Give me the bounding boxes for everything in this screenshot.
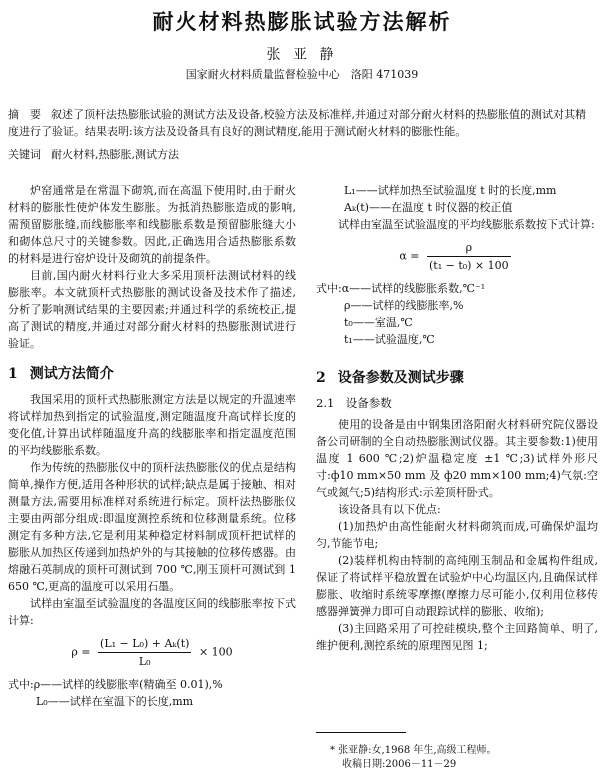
footnote (330, 744, 600, 772)
eq2-lhs: α = (399, 249, 420, 263)
abstract-text: 叙述了顶杆法热膨胀试验的测试方法及设备,校验方法及标准样,并通过对部分耐火材料的热膨胀值的测试对其精度进行了验证。结果表明:该方法及设备具有良好的测试精度,能用于测试耐火材料的膨胀性能。 (8, 108, 586, 138)
footnote-divider (316, 732, 406, 733)
section-1-number: 1 (8, 366, 18, 382)
abstract-label: 摘 要 (8, 108, 41, 121)
eq2-numerator: ρ (427, 239, 511, 257)
advantage-1: (1)加热炉由高性能耐火材料砌筑而成,可确保炉温均匀,节能节电; (316, 520, 598, 550)
advantage-3: (3)主回路采用了可控硅模块,整个主回路简单、明了,维护便利,测控系统的原理图见图 1; (316, 622, 598, 652)
eq1-fraction (98, 635, 191, 670)
author-name: 张 亚 静 (266, 47, 338, 63)
advantage-2: (2)装样机构由特制的高纯刚玉制品和金属构件组成,保证了将试样平稳放置在试验炉中心均温区内,且确保试样膨胀、收缩时系统零摩擦(摩擦力尽可能小,仅利用位移传感器弹簧弹力即可自动跟踪试样的膨胀、收缩); (316, 554, 598, 618)
eq1-tail: × 100 (198, 645, 233, 659)
section-2-number: 2 (316, 370, 326, 386)
section-2-paragraph-1: 使用的设备是由中钢集团洛阳耐火材料研究院仪器设备公司研制的全自动热膨胀测试仪器。其主要参数:1)使用温度 1 600 ℃;2)炉温稳定度 ±1 ℃;3)试样外形尺寸:ф10 mm×50 mm 及 ф20 mm×100 mm;4)气氛:空气或氮气;5)结构形式:示差顶杆卧式。 (316, 418, 598, 499)
left-column (8, 182, 296, 710)
eq1-denominator: L₀ (138, 655, 151, 668)
definition-alpha: 式中:α——试样的线膨胀系数,℃⁻¹ (316, 282, 486, 295)
definition-t1: t₁——试验温度,℃ (344, 333, 435, 346)
paper-title: 耐火材料热膨胀试验方法解析 (152, 9, 452, 34)
intro-paragraph-1: 炉窑通常是在常温下砌筑,而在高温下使用时,由于耐火材料的膨胀性使炉体发生膨胀。为抵消热膨胀造成的影响,需预留膨胀缝,而线膨胀率和线膨胀系数是预留膨胀缝大小和砌体总尺寸的关键参数。因此,正确选用合适热膨胀系数的材料是进行窑炉设计及砌筑的前提条件。 (8, 184, 296, 265)
definition-rho-2: ρ——试样的线膨胀率,% (344, 299, 464, 312)
keywords (8, 146, 596, 162)
section-1-paragraph-1: 我国采用的顶杆式热膨胀测定方法是以规定的升温速率将试样加热到指定的试验温度,测定随温度升高试样长度的变化值,计算出试样随温度升高的线膨胀率和指定温度范围的平均线膨胀系数。 (8, 393, 296, 457)
abstract (8, 106, 596, 140)
section-2-title: 设备参数及测试步骤 (337, 370, 464, 386)
keywords-text: 耐火材料,热膨胀,测试方法 (51, 148, 179, 161)
right-column (316, 182, 598, 654)
eq2-denominator: (t₁ − t₀) × 100 (428, 259, 509, 272)
affiliation: 国家耐火材料质量监督检验中心 洛阳 471039 (185, 68, 419, 81)
section-1-paragraph-4: 试样由室温至试验温度的平均线膨胀系数按下式计算: (338, 218, 595, 231)
definition-L0: L₀——试样在室温下的长度,mm (36, 695, 194, 708)
definition-L1: L₁——试样加热至试验温度 t 时的长度,mm (344, 184, 557, 197)
footnote-author: * 张亚静:女,1968 年生,高级工程师。 (330, 745, 497, 756)
section-1-title: 测试方法简介 (29, 366, 114, 382)
eq1-lhs: ρ = (71, 645, 91, 659)
intro-paragraph-2: 目前,国内耐火材料行业大多采用顶杆法测试材料的线膨胀率。本文就顶杆式热膨胀的测试设备及技术作了描述,分析了影响测试结果的主要因素;并通过科学的系统校正,提高了测试的精度,并通过对部分耐火材料的热膨胀测试进行验证。 (8, 269, 296, 350)
keywords-label: 关键词 (8, 148, 41, 161)
definition-rho: 式中:ρ——试样的线膨胀率(精确至 0.01),% (8, 678, 223, 691)
definition-Ak: Aₖ(t)——在温度 t 时仪器的校正值 (344, 201, 513, 214)
equation-expansion-coefficient (316, 239, 598, 274)
equation-linear-expansion (8, 635, 296, 670)
footnote-received-date: 收稿日期:2006－11－29 (342, 759, 457, 770)
eq1-numerator: (L₁ − L₀) + Aₖ(t) (98, 635, 191, 653)
section-2-paragraph-2: 该设备具有以下优点: (338, 503, 441, 516)
section-1-heading (8, 366, 296, 383)
section-1-paragraph-2: 作为传统的热膨胀仪中的顶杆法热膨胀仪的优点是结构简单,操作方便,适用各种形状的试样;缺点是属于接触、相对测量方法,需要用标准样对系统进行标定。顶杆法热膨胀仪主要由两部分组成:即温度测控系统和位移测量系统。位移测定有多种方法,它是利用某种稳定材料制成顶杆把试样的膨胀从加热区传递到加热炉外的与其接触的位移传感器。由熔融石英制成的顶杆可测试到 700 ℃,刚玉顶杆可测试到 1 650 ℃,更高的温度可以采用石墨。 (8, 461, 296, 593)
section-1-paragraph-3: 试样由室温至试验温度的各温度区间的线膨胀率按下式计算: (8, 597, 296, 627)
subsection-2-1-heading: 2.1 设备参数 (316, 396, 392, 410)
eq2-fraction (427, 239, 511, 274)
definition-t0: t₀——室温,℃ (344, 316, 413, 329)
section-2-heading (316, 370, 598, 387)
